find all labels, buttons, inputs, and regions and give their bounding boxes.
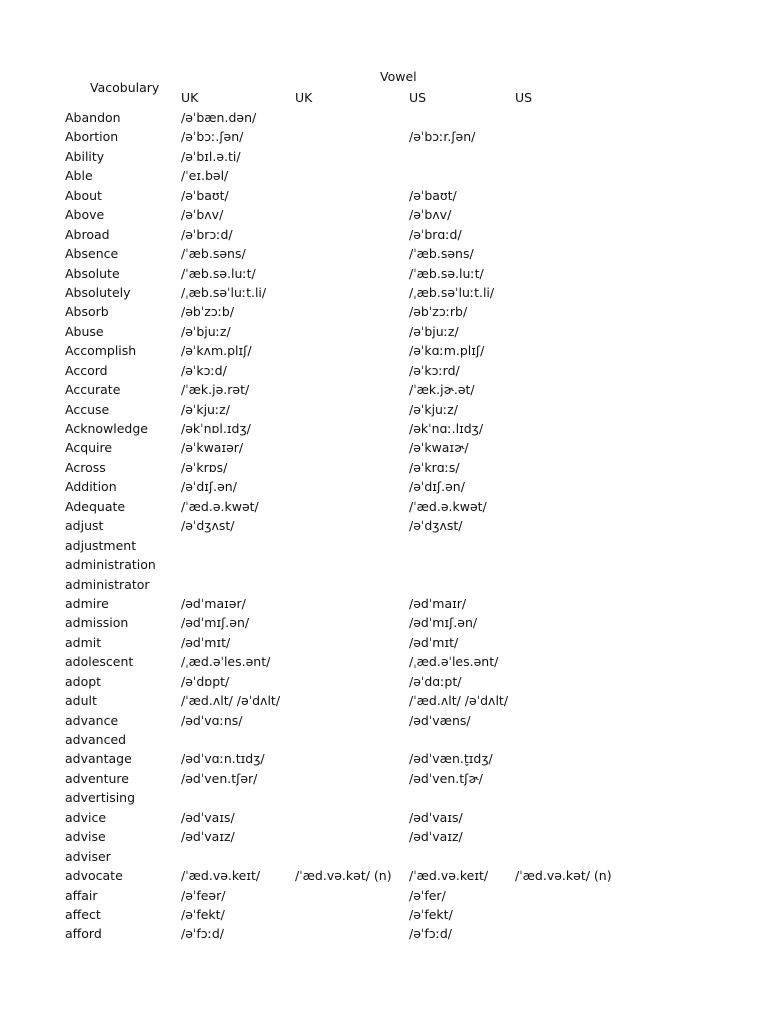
table-row xyxy=(0,322,768,341)
us-pronunciation-cell: /əˈdɑːpt/ xyxy=(409,673,462,689)
table-row xyxy=(0,691,768,710)
table-row xyxy=(0,613,768,632)
us-pronunciation-cell: /ədˈmaɪr/ xyxy=(409,595,467,611)
column-header-us-2: US xyxy=(515,90,533,105)
word-cell: Abortion xyxy=(65,129,119,145)
us-pronunciation-cell: /əˈdʒʌst/ xyxy=(409,518,463,534)
uk-pronunciation-cell: /əˈkɔːd/ xyxy=(181,362,227,378)
uk-alt-pronunciation-cell: /ˈæd.və.kət/ (n) xyxy=(295,868,392,884)
uk-pronunciation-cell: /əˈkrɒs/ xyxy=(181,459,228,475)
word-cell: Absence xyxy=(65,246,119,262)
us-pronunciation-cell: /əˈkwaɪɚ/ xyxy=(409,440,469,456)
word-cell: Abuse xyxy=(65,323,104,339)
uk-pronunciation-cell: /ˌæb.səˈluːt.li/ xyxy=(181,284,267,300)
table-row xyxy=(0,711,768,730)
us-pronunciation-cell: /ədˈvæn.t̬ɪdʒ/ xyxy=(409,751,493,767)
us-pronunciation-cell: /əbˈzɔːrb/ xyxy=(409,304,468,320)
us-pronunciation-cell: /əˈkɔːrd/ xyxy=(409,362,460,378)
uk-pronunciation-cell: /ədˈmɪʃ.ən/ xyxy=(181,615,250,631)
table-row xyxy=(0,905,768,924)
word-cell: advocate xyxy=(65,868,123,884)
us-pronunciation-cell: /əˈfer/ xyxy=(409,887,446,903)
us-pronunciation-cell: /ədˈven.tʃɚ/ xyxy=(409,770,483,786)
table-row xyxy=(0,749,768,768)
uk-pronunciation-cell: /əˈbæn.dən/ xyxy=(181,110,257,125)
word-cell: adjust xyxy=(65,518,104,534)
us-pronunciation-cell: /əˈbɔːr.ʃən/ xyxy=(409,129,476,145)
us-pronunciation-cell: /ədˈvaɪs/ xyxy=(409,809,463,825)
word-cell: Absolute xyxy=(65,265,120,281)
uk-pronunciation-cell: /ˈæd.ə.kwət/ xyxy=(181,498,259,514)
uk-pronunciation-cell: /əˈfɔːd/ xyxy=(181,926,224,942)
us-pronunciation-cell: /ədˈvaɪz/ xyxy=(409,829,463,845)
column-header-uk-1: UK xyxy=(181,90,199,105)
word-cell: adopt xyxy=(65,673,102,689)
word-cell: Above xyxy=(65,207,105,223)
table-row xyxy=(0,516,768,535)
us-pronunciation-cell: /əˈkɑːm.plɪʃ/ xyxy=(409,343,485,359)
us-pronunciation-cell: /ˈæk.jɚ.ət/ xyxy=(409,382,475,398)
word-cell: advanced xyxy=(65,732,127,747)
us-pronunciation-cell: /əˈbjuːz/ xyxy=(409,323,459,339)
word-cell: adventure xyxy=(65,770,129,786)
table-row xyxy=(0,555,768,574)
us-pronunciation-cell: /ədˈmɪʃ.ən/ xyxy=(409,615,478,631)
uk-pronunciation-cell: /ˈeɪ.bəl/ xyxy=(181,168,229,184)
table-row xyxy=(0,147,768,166)
column-header-uk-2: UK xyxy=(295,90,313,105)
uk-pronunciation-cell: /əˈkjuːz/ xyxy=(181,401,230,417)
table-row xyxy=(0,866,768,885)
uk-pronunciation-cell: /ˈæb.səns/ xyxy=(181,246,246,262)
uk-pronunciation-cell: /ˈæd.ʌlt/ /əˈdʌlt/ xyxy=(181,693,281,709)
uk-pronunciation-cell: /ədˈvaɪz/ xyxy=(181,829,235,845)
word-cell: Adequate xyxy=(65,498,126,514)
uk-pronunciation-cell: /əˈbrɔːd/ xyxy=(181,226,233,242)
uk-pronunciation-cell: /əˈkʌm.plɪʃ/ xyxy=(181,343,252,359)
table-row xyxy=(0,458,768,477)
word-cell: admire xyxy=(65,595,109,611)
uk-pronunciation-cell: /ˈæb.sə.luːt/ xyxy=(181,265,256,281)
word-cell: Abandon xyxy=(65,110,121,125)
word-cell: adviser xyxy=(65,848,111,864)
table-row xyxy=(0,166,768,185)
us-pronunciation-cell: /əˈfɔːd/ xyxy=(409,926,452,942)
uk-pronunciation-cell: /əˈbʌv/ xyxy=(181,207,224,223)
table-row xyxy=(0,730,768,749)
table-row xyxy=(0,886,768,905)
uk-pronunciation-cell: /əˈbaʊt/ xyxy=(181,187,229,203)
table-row xyxy=(0,497,768,516)
table-row xyxy=(0,225,768,244)
word-cell: Accurate xyxy=(65,382,121,398)
table-row xyxy=(0,341,768,360)
word-cell: admission xyxy=(65,615,129,631)
us-pronunciation-cell: /ˌæd.əˈles.ənt/ xyxy=(409,654,499,670)
us-pronunciation-cell: /əˈbaʊt/ xyxy=(409,187,457,203)
word-cell: Accomplish xyxy=(65,343,137,359)
table-row xyxy=(0,788,768,807)
word-cell: Addition xyxy=(65,479,117,495)
table-row xyxy=(0,205,768,224)
table-row xyxy=(0,127,768,146)
table-row xyxy=(0,477,768,496)
table-row xyxy=(0,672,768,691)
table-row xyxy=(0,575,768,594)
uk-pronunciation-cell: /əˈdɪʃ.ən/ xyxy=(181,479,237,495)
header-vowel: Vowel xyxy=(380,69,417,84)
table-row xyxy=(0,302,768,321)
word-cell: Acknowledge xyxy=(65,421,148,436)
table-row xyxy=(0,264,768,283)
table-row xyxy=(0,847,768,866)
column-header-us-1: US xyxy=(409,90,427,105)
word-cell: administration xyxy=(65,557,156,573)
word-cell: Absolutely xyxy=(65,284,131,300)
us-pronunciation-cell: /əˈkrɑːs/ xyxy=(409,459,460,475)
header-vocabulary: Vacobulary xyxy=(90,80,160,95)
us-pronunciation-cell: /ˈæb.sə.luːt/ xyxy=(409,265,484,281)
word-cell: administrator xyxy=(65,576,150,592)
uk-pronunciation-cell: /ədˈven.tʃər/ xyxy=(181,770,258,786)
uk-pronunciation-cell: /əˈkwaɪər/ xyxy=(181,440,244,456)
us-pronunciation-cell: /əˈdɪʃ.ən/ xyxy=(409,479,465,495)
word-cell: affect xyxy=(65,906,101,922)
table-row xyxy=(0,361,768,380)
table-row xyxy=(0,244,768,263)
uk-pronunciation-cell: /əˈdʒʌst/ xyxy=(181,518,235,534)
word-cell: adult xyxy=(65,693,97,709)
table-row xyxy=(0,633,768,652)
uk-pronunciation-cell: /ˌæd.əˈles.ənt/ xyxy=(181,654,271,670)
word-cell: Accord xyxy=(65,362,108,378)
us-pronunciation-cell: /ˈæb.səns/ xyxy=(409,246,474,262)
table-row xyxy=(0,924,768,943)
table-row xyxy=(0,380,768,399)
table-row xyxy=(0,652,768,671)
uk-pronunciation-cell: /əˈfeər/ xyxy=(181,887,226,903)
word-cell: Able xyxy=(65,168,93,184)
word-cell: Abroad xyxy=(65,226,110,242)
word-cell: adolescent xyxy=(65,654,134,670)
word-cell: advice xyxy=(65,809,107,825)
uk-pronunciation-cell: /əˈbjuːz/ xyxy=(181,323,231,339)
word-cell: Absorb xyxy=(65,304,109,320)
us-pronunciation-cell: /ˈæd.və.keɪt/ xyxy=(409,868,489,884)
word-cell: advantage xyxy=(65,751,132,767)
table-row xyxy=(0,186,768,205)
table-row xyxy=(0,594,768,613)
uk-pronunciation-cell: /əˈbɔː.ʃən/ xyxy=(181,129,244,145)
us-pronunciation-cell: /ˈæd.ʌlt/ /əˈdʌlt/ xyxy=(409,693,509,709)
vocabulary-table xyxy=(0,108,768,944)
table-row xyxy=(0,283,768,302)
word-cell: Accuse xyxy=(65,401,110,417)
us-pronunciation-cell: /əˈfekt/ xyxy=(409,906,453,922)
word-cell: About xyxy=(65,187,102,203)
table-row xyxy=(0,827,768,846)
uk-pronunciation-cell: /ˈæk.jə.rət/ xyxy=(181,382,250,398)
table-row xyxy=(0,536,768,555)
word-cell: affair xyxy=(65,887,98,903)
table-row xyxy=(0,419,768,438)
uk-pronunciation-cell: /əbˈzɔːb/ xyxy=(181,304,235,320)
uk-pronunciation-cell: /ədˈvaɪs/ xyxy=(181,809,235,825)
word-cell: adjustment xyxy=(65,537,137,553)
us-alt-pronunciation-cell: /ˈæd.və.kət/ (n) xyxy=(515,868,612,884)
uk-pronunciation-cell: /ˈæd.və.keɪt/ xyxy=(181,868,261,884)
word-cell: admit xyxy=(65,634,102,650)
uk-pronunciation-cell: /ədˈvɑːn.tɪdʒ/ xyxy=(181,751,265,767)
uk-pronunciation-cell: /əˈfekt/ xyxy=(181,906,225,922)
word-cell: advertising xyxy=(65,790,136,806)
us-pronunciation-cell: /ədˈvæns/ xyxy=(409,712,471,728)
word-cell: advance xyxy=(65,712,119,728)
uk-pronunciation-cell: /ədˈmaɪər/ xyxy=(181,595,246,611)
word-cell: advise xyxy=(65,829,106,845)
table-row xyxy=(0,438,768,457)
us-pronunciation-cell: /əˈbʌv/ xyxy=(409,207,452,223)
uk-pronunciation-cell: /əˈdɒpt/ xyxy=(181,673,230,689)
table-row xyxy=(0,769,768,788)
us-pronunciation-cell: /əˈkjuːz/ xyxy=(409,401,458,417)
us-pronunciation-cell: /əkˈnɑː.lɪdʒ/ xyxy=(409,421,484,436)
us-pronunciation-cell: /ˌæb.səˈluːt.li/ xyxy=(409,284,495,300)
table-row xyxy=(0,108,768,127)
table-row xyxy=(0,400,768,419)
us-pronunciation-cell: /ˈæd.ə.kwət/ xyxy=(409,498,487,514)
uk-pronunciation-cell: /ədˈvɑːns/ xyxy=(181,712,243,728)
word-cell: afford xyxy=(65,926,102,942)
us-pronunciation-cell: /əˈbrɑːd/ xyxy=(409,226,462,242)
word-cell: Across xyxy=(65,459,106,475)
word-cell: Ability xyxy=(65,148,105,164)
uk-pronunciation-cell: /əkˈnɒl.ɪdʒ/ xyxy=(181,421,251,436)
uk-pronunciation-cell: /ədˈmɪt/ xyxy=(181,634,231,650)
table-row xyxy=(0,808,768,827)
word-cell: Acquire xyxy=(65,440,113,456)
uk-pronunciation-cell: /əˈbɪl.ə.ti/ xyxy=(181,148,241,164)
us-pronunciation-cell: /ədˈmɪt/ xyxy=(409,634,459,650)
